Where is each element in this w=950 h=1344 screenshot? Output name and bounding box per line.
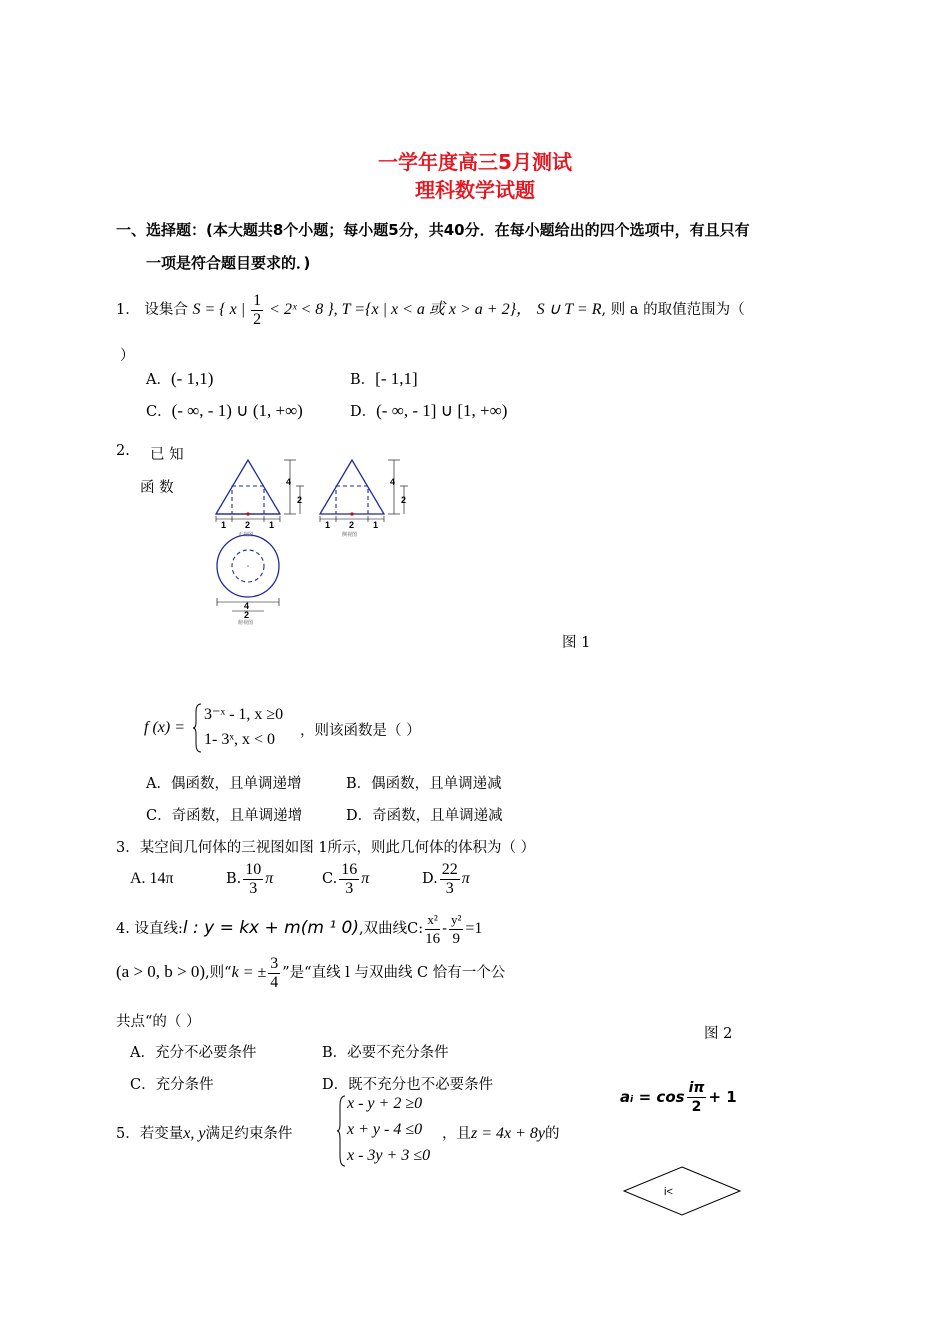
question-4: 4. 设直线:l : y = kx + m(m ¹ 0),双曲线C: $\frac{\text{x²}}{16}$ - $\frac{\text{y²}}{9}$ =1 (116, 911, 483, 947)
q5-constraint-1: x - y + 2 ≥0 (347, 1095, 423, 1112)
figure-2-decision-diamond (620, 1164, 744, 1218)
side-view (320, 460, 408, 538)
q4-line-2 (116, 950, 505, 994)
side-dim-2: 2 (401, 495, 407, 505)
side-caption: 侧视图 (342, 532, 358, 538)
page-subtitle: 理科数学试题 (415, 178, 535, 202)
q4-frac-y: $\frac{\text{y²}}{9}$ (451, 911, 462, 947)
q2-option-c: C．奇函数，且单调递增 (146, 808, 303, 824)
front-dim-2: 2 (297, 495, 303, 505)
q3-option-c: C. $\frac{16}{3}$ π (322, 860, 370, 897)
q2-suffix: ，则该函数是（ ） (300, 723, 421, 739)
q1-option-c: C．(- ∞, - 1) ∪ (1, +∞) (146, 401, 303, 420)
q1-number: 1． (116, 302, 140, 318)
q1-union: S ∪ T = R (536, 301, 602, 318)
q4-prefix: 4. 设直线: (116, 921, 183, 937)
q4-option-b: B．必要不充分条件 (322, 1045, 449, 1061)
q3-option-b: B. $\frac{10}{3}$ π (226, 860, 274, 897)
figure-1-label: 图 1 (562, 635, 591, 651)
side-dim-4: 4 (390, 477, 396, 487)
q2-option-d: D．奇函数，且单调递减 (346, 808, 503, 824)
q4-cond: (a > 0, b > 0) (116, 962, 206, 981)
side-dim-2b: 2 (349, 520, 355, 530)
q1-set-t: , T ={x | x < a 或 x > a + 2}， (333, 301, 532, 318)
q4-line-eq: l : y = kx + m(m ¹ 0) (182, 918, 359, 938)
q1-option-a: A．(- 1,1) (146, 369, 214, 388)
q4-frac-x: $\frac{\text{x²}}{16}$ (425, 911, 441, 947)
q2-option-a: A．偶函数，且单调递增 (146, 776, 302, 792)
question-3: 3．某空间几何体的三视图如图 1所示，则此几何体的体积为（ ） (116, 840, 536, 856)
question-1 (116, 288, 745, 332)
front-caption: 正视图 (238, 532, 254, 538)
q2-text-b: 函 数 (140, 480, 174, 496)
q4-after-k: ”是“直线 l 与双曲线 C 恰有一个公 (282, 965, 506, 981)
front-view (216, 460, 304, 538)
q2-fx: f (x) = (144, 719, 185, 736)
q4-option-d: D．既不充分也不必要条件 (322, 1077, 494, 1093)
q3-option-d: D. $\frac{22}{3}$ π (422, 860, 470, 897)
q2-case-2: 1- 3ˣ, x < 0 (204, 731, 275, 748)
figure-2-ai: aᵢ = cos (620, 1088, 685, 1106)
q4-k-frac: $\frac{3}{4}$ (270, 954, 279, 991)
q1-option-d: D．(- ∞, - 1] ∪ [1, +∞) (350, 401, 508, 420)
q1-option-b: B．[- 1,1] (350, 369, 418, 388)
top-dim-4: 4 (244, 601, 250, 611)
q1-paren-close: ） (120, 348, 135, 364)
top-view (217, 535, 279, 626)
q1-fraction: $\frac{1}{2}$ (253, 291, 262, 328)
side-dim-1a: 1 (325, 520, 331, 530)
q1-suffix: , 则 a 的取值范围为（ (601, 302, 745, 318)
figure-1-three-views (212, 452, 417, 632)
q5-mid: 满足约束条件 (205, 1126, 293, 1142)
q4-option-a: A．充分不必要条件 (130, 1045, 257, 1061)
q4-then: ,则“ (205, 965, 232, 981)
page-title: 一学年度高三5月测试 (378, 150, 572, 174)
figure-2-label: 图 2 (704, 1026, 733, 1042)
q3-option-a: A. 14π (130, 870, 174, 887)
q5-constraint-3: x - 3y + 3 ≤0 (347, 1147, 431, 1164)
front-dim-1b: 1 (269, 520, 275, 530)
front-dim-4: 4 (286, 477, 292, 487)
figure-2-diamond-text: i< (664, 1186, 673, 1198)
q1-prefix: 设集合 (144, 302, 188, 318)
q2-brace (193, 702, 203, 754)
front-dim-2b: 2 (245, 520, 251, 530)
section-heading-cont: 一项是符合题目要求的．) (146, 254, 311, 272)
q2-function (144, 700, 185, 756)
figure-2-frac: $\frac{i\pi}{2}$ (688, 1080, 705, 1115)
q5-constraint-2: x + y - 4 ≤0 (347, 1121, 423, 1138)
section-heading: 一、选择题：(本大题共8个小题；每小题5分，共40分．在每小题给出的四个选项中，有且只有 (116, 221, 750, 239)
q5-suffix: ，且z = 4x + 8y的 (442, 1125, 560, 1142)
q4-mid: ,双曲线C: (359, 921, 424, 937)
figure-2-formula (620, 1074, 737, 1120)
q2-text-a: 已 知 (150, 447, 184, 463)
question-5 (116, 1122, 292, 1143)
q5-vars: x, y (183, 1125, 206, 1142)
q4-line-3: 共点“的（ ） (116, 1014, 201, 1030)
figure-2-plus: + 1 (708, 1088, 737, 1106)
q5-z: z = 4x + 8y (471, 1125, 546, 1142)
q5-prefix: 5．若变量 (116, 1126, 184, 1142)
q4-option-c: C．充分条件 (130, 1077, 214, 1093)
top-dim-2: 2 (244, 610, 250, 620)
q2-number: 2. (116, 443, 130, 459)
q2-option-b: B．偶函数，且单调递减 (346, 776, 502, 792)
front-dim-1a: 1 (221, 520, 227, 530)
q1-inequality: < 2ˣ < 8 } (265, 301, 334, 318)
top-caption: 俯视图 (238, 620, 254, 626)
q2-case-1: 3⁻ˣ - 1, x ≥0 (204, 706, 284, 723)
side-dim-1b: 1 (373, 520, 379, 530)
q5-brace (337, 1094, 347, 1168)
q1-set-s: S = { x | (192, 301, 250, 318)
q4-k-eq: k = ± (231, 964, 267, 981)
